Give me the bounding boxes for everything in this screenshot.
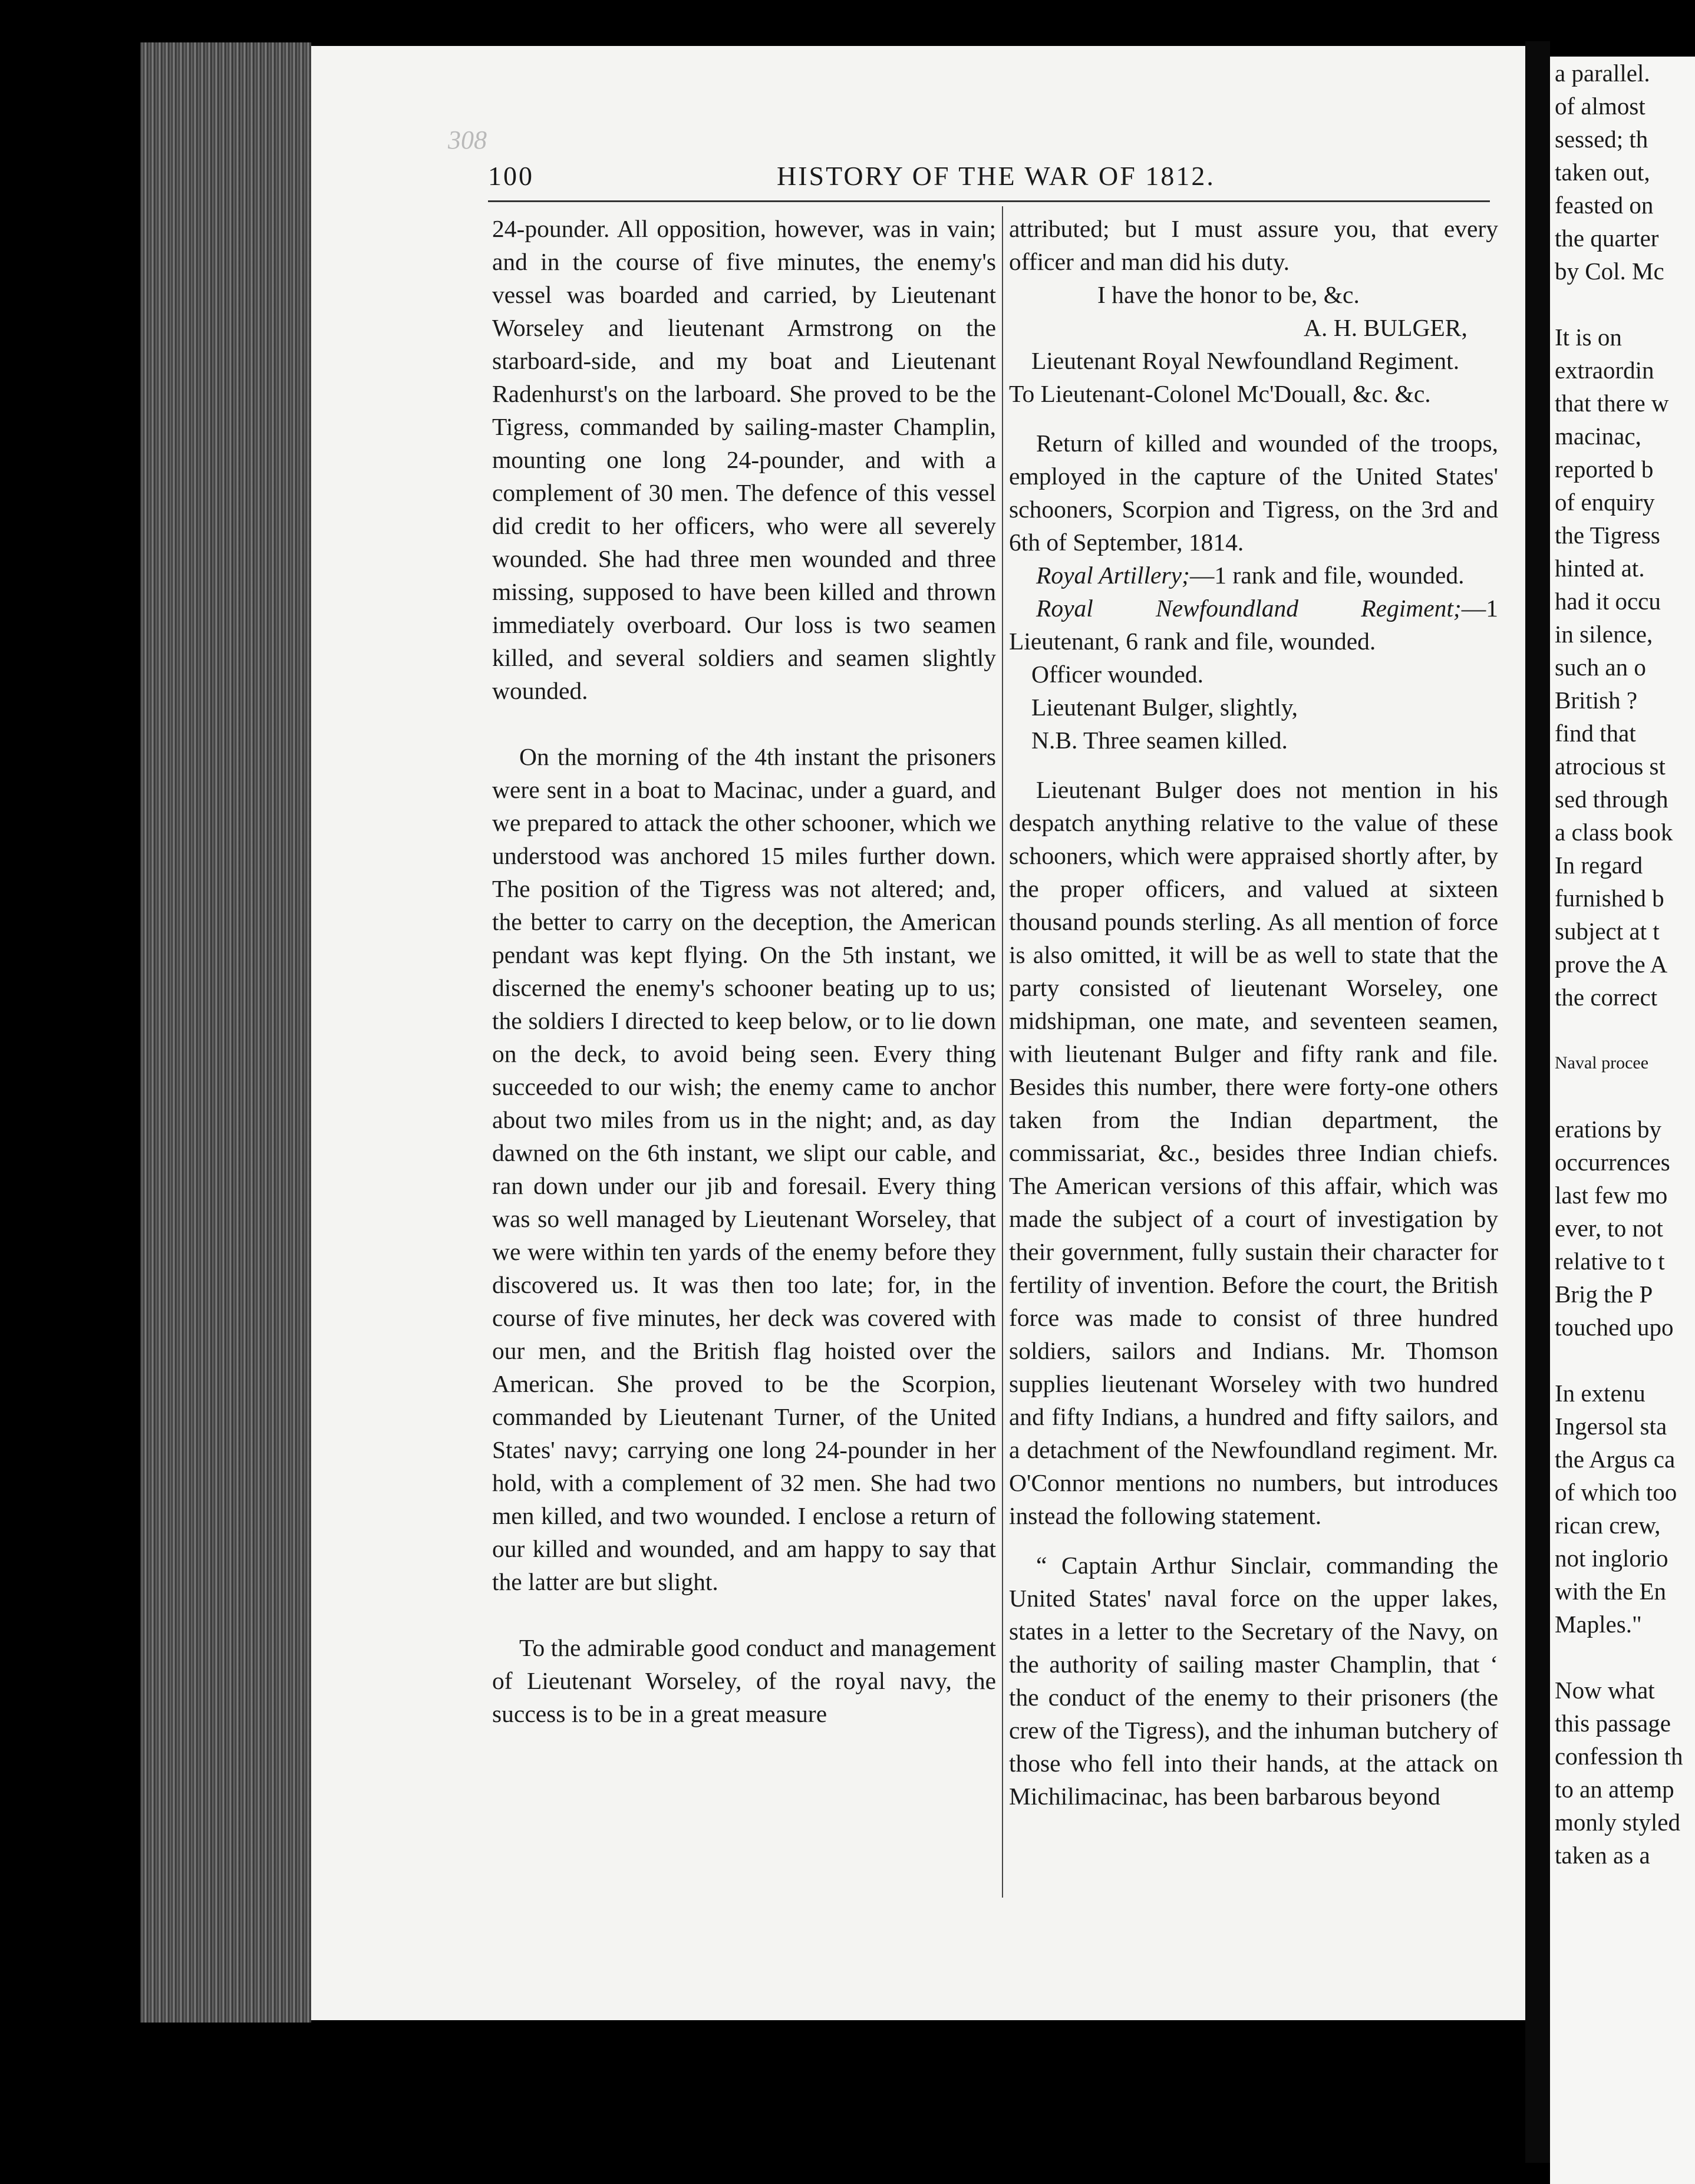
- facing-page-line: confession th: [1555, 1743, 1683, 1770]
- facing-page-line: such an o: [1555, 654, 1646, 681]
- return-heading: Return of killed and wounded of the troops, employed in the capture of the United States' schooners, Scorpion and Tigress, on the 3rd and 6th of September, 1814.: [1009, 430, 1498, 556]
- facing-page-line: Maples.": [1555, 1611, 1642, 1638]
- facing-page-line: monly styled: [1555, 1809, 1680, 1836]
- signature-title: Lieutenant Royal Newfoundland Regiment.: [1031, 347, 1460, 374]
- facing-page-line: the correct: [1555, 984, 1658, 1011]
- officer-heading: Officer wounded.: [1031, 661, 1203, 688]
- facing-page: [1550, 57, 1695, 2184]
- facing-page-line: taken out,: [1555, 159, 1650, 186]
- facing-page-line: Ingersol sta: [1555, 1413, 1667, 1440]
- facing-page-line: relative to t: [1555, 1248, 1665, 1275]
- facing-page-line: of enquiry: [1555, 489, 1655, 516]
- facing-page-text: [1550, 57, 1695, 1872]
- return-artillery: [1009, 559, 1498, 592]
- facing-page-line: Now what: [1555, 1677, 1655, 1704]
- pencil-annotation: 308: [448, 126, 487, 154]
- facing-page-line: extraordin: [1555, 357, 1654, 384]
- facing-page-line: touched upo: [1555, 1314, 1674, 1341]
- facing-page-line: macinac,: [1555, 423, 1641, 450]
- facing-page-line: taken as a: [1555, 1842, 1650, 1869]
- paragraph: 24-pounder. All opposition, however, was in vain; and in the course of five minutes, the enemy's vessel was boarded and carried, by Lieutenant Worseley and lieutenant Armstrong on the starboard-side, and my boat and Lieutenant Radenhurst's on the larboard. She proved to be the Tigress, commanded by sailing-master Champlin, mounting one long 24-pounder, and with a complement of 30 men. The defence of this vessel did credit to her officers, who were all severely wounded. She had three men wounded and three missing, supposed to have been killed and thrown immediately overboard. Our loss is two seamen killed, and several soldiers and seamen slightly wounded.: [492, 215, 996, 704]
- casualty-note: N.B. Three seamen killed.: [1031, 727, 1288, 754]
- page-number: 100: [488, 161, 534, 191]
- facing-page-line: prove the A: [1555, 951, 1668, 978]
- facing-page-line: by Col. Mc: [1555, 258, 1664, 285]
- facing-page-line: In extenu: [1555, 1380, 1645, 1407]
- facing-page-line: [1550, 1344, 1695, 1377]
- facing-page-line: sessed; th: [1555, 126, 1648, 153]
- facing-page-line: to an attemp: [1555, 1776, 1674, 1803]
- unit-detail: —1 rank and file, wounded.: [1189, 562, 1465, 589]
- letter-closing: I have the honor to be, &c.: [1097, 281, 1360, 308]
- header-rule: [488, 200, 1490, 202]
- facing-page-line: of almost: [1555, 93, 1645, 120]
- facing-page-line: that there w: [1555, 390, 1669, 417]
- facing-page-line: hinted at.: [1555, 555, 1645, 582]
- facing-page-line: sed through: [1555, 786, 1668, 813]
- facing-page-line: with the En: [1555, 1578, 1667, 1605]
- facing-page-line: reported b: [1555, 456, 1654, 483]
- officer-name: Lieutenant Bulger, slightly,: [1031, 694, 1298, 721]
- book-gutter: [1525, 41, 1550, 2163]
- facing-page-line: the quarter: [1555, 225, 1659, 252]
- facing-page-line: rican crew,: [1555, 1512, 1661, 1539]
- facing-page-line: British ?: [1555, 687, 1638, 714]
- left-column: [492, 212, 996, 1730]
- facing-page-line: the Tigress: [1555, 522, 1660, 549]
- facing-page-line: the Argus ca: [1555, 1446, 1676, 1473]
- unit-detail: —1 Lieutenant, 6 rank and file, wounded.: [1009, 595, 1498, 655]
- running-title: HISTORY OF THE WAR OF 1812.: [777, 161, 1215, 191]
- facing-page-line: last few mo: [1555, 1182, 1668, 1209]
- page-header: [488, 154, 1490, 196]
- facing-page-line: Naval procee: [1555, 1053, 1649, 1073]
- column-divider: [1002, 206, 1003, 1898]
- facing-page-line: in silence,: [1555, 621, 1653, 648]
- facing-page-line: a class book: [1555, 819, 1673, 846]
- facing-page-line: a parallel.: [1555, 60, 1650, 87]
- paragraph: To the admirable good conduct and management of Lieutenant Worseley, of the royal navy, the success is to be in a great measure: [492, 1634, 996, 1727]
- book-page-edges: [140, 42, 311, 2023]
- facing-page-line: occurrences: [1555, 1149, 1670, 1176]
- commentary-paragraph: Lieutenant Bulger does not mention in his despatch anything relative to the value of these schooners, which were appraised shortly after, by the proper officers, and valued at sixteen thousand pounds sterling. As all mention of force is also omitted, it will be as well to state that the party consisted of lieutenant Worseley, one midshipman, one mate, and seventeen seamen, with lieutenant Bulger and fifty rank and file. Besides this number, there were forty-one others taken from the Indian department, the commissariat, &c., besides three Indian chiefs. The American versions of this affair, which was made the subject of a court of investigation by their government, fully sustain their character for fertility of invention. Before the court, the British force was made to consist of three hundred soldiers, sailors and Indians. Mr. Thomson supplies lieutenant Worseley with two hundred and fifty Indians, a hundred and fifty sailors, and a detachment of the Newfoundland regiment. Mr. O'Connor mentions no numbers, but introduces instead the following statement.: [1009, 776, 1498, 1529]
- facing-page-line: erations by: [1555, 1116, 1662, 1143]
- facing-page-line: It is on: [1555, 324, 1622, 351]
- facing-page-line: atrocious st: [1555, 753, 1666, 780]
- unit-name: Royal Newfoundland Regiment;: [1036, 595, 1462, 622]
- facing-page-line: [1550, 1641, 1695, 1674]
- addressee: To Lieutenant-Colonel Mc'Douall, &c. &c.: [1009, 380, 1431, 407]
- paragraph: On the morning of the 4th instant the prisoners were sent in a boat to Macinac, under a guard, and we prepared to attack the other schooner, which we understood was anchored 15 miles further down. The position of the Tigress was not altered; and, the better to carry on the deception, the American pendant was kept flying. On the 5th instant, we discerned the enemy's schooner beating up to us; the soldiers I directed to keep below, or to lie down on the deck, to avoid being seen. Every thing succeeded to our wish; the enemy came to anchor about two miles from us in the night; and, as day dawned on the 6th instant, we slipt our cable, and ran down under our jib and foresail. Every thing was so well managed by Lieutenant Worseley, that we were within ten yards of the enemy before they discovered us. It was then too late; for, in the course of five minutes, her deck was covered with our men, and the British flag hoisted over the American. She proved to be the Scorpion, commanded by Lieutenant Turner, of the United States' navy; carrying one long 24-pounder in her hold, with a complement of 32 men. She had two men killed, and two wounded. I enclose a return of our killed and wounded, and am happy to say that the latter are but slight.: [492, 743, 996, 1595]
- signature: A. H. BULGER,: [1304, 314, 1468, 341]
- facing-page-line: [1550, 288, 1695, 321]
- return-regiment: [1009, 592, 1498, 658]
- quotation-paragraph: “ Captain Arthur Sinclair, commanding the United States' naval force on the upper lakes, states in a letter to the Secretary of the Navy, on the authority of sailing master Champlin, that ‘ the conduct of the enemy to their prisoners (the crew of the Tigress), and the inhuman butchery of those who fell into their hands, at the attack on Michilimacinac, has been barbarous beyond: [1009, 1552, 1498, 1810]
- right-column: [1009, 212, 1498, 1813]
- facing-page-line: find that: [1555, 720, 1636, 747]
- facing-page-line: of which too: [1555, 1479, 1677, 1506]
- facing-page-line: In regard: [1555, 852, 1643, 879]
- letter-end: attributed; but I must assure you, that every officer and man did his duty.: [1009, 215, 1498, 275]
- facing-page-line: ever, to not: [1555, 1215, 1663, 1242]
- facing-page-line: Brig the P: [1555, 1281, 1653, 1308]
- facing-page-line: [1550, 1014, 1695, 1047]
- facing-page-line: [1550, 1080, 1695, 1113]
- facing-page-line: furnished b: [1555, 885, 1664, 912]
- facing-page-line: not inglorio: [1555, 1545, 1668, 1572]
- facing-page-line: subject at t: [1555, 918, 1660, 945]
- facing-page-line: had it occu: [1555, 588, 1661, 615]
- facing-page-line: this passage: [1555, 1710, 1671, 1737]
- facing-page-line: feasted on: [1555, 192, 1654, 219]
- unit-name: Royal Artillery;: [1036, 562, 1190, 589]
